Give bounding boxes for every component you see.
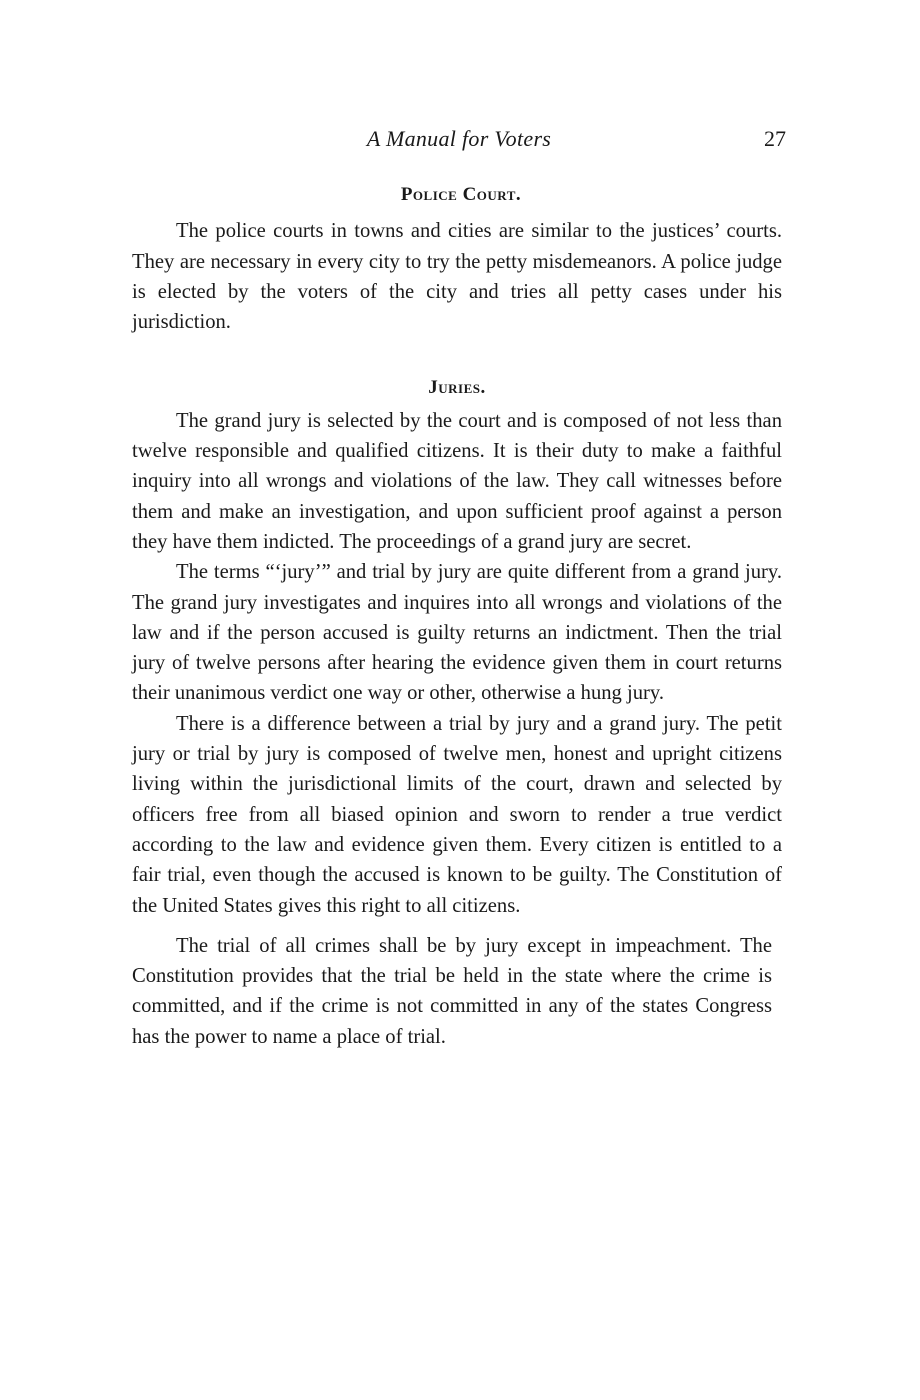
running-title: A Manual for Voters [366, 126, 552, 151]
paragraph-jury-terms: The terms “‘jury’” and trial by jury are quite different from a grand jury. The grand jury investigates and inquires into all wrongs and violations of the law and if the person accused is guilty returns an indictment. Then the trial jury of twelve persons after hearing the evidence given them in court returns their unanimous verdict one way or other, otherwise a hung jury. [132, 561, 782, 705]
running-head [132, 126, 786, 156]
paragraph-petit-jury: There is a difference between a trial by jury and a grand jury. The petit jury or trial by jury is composed of twelve men, honest and upright citizens living within the jurisdictional limits of the court, drawn and selected by officers free from all biased opinion and sworn to render a true verdict according to the law and evidence given them. Every citizen is entitled to a fair trial, even though the accused is known to be guilty. The Constitution of the United States gives this right to all citizens. [132, 712, 782, 917]
paragraph-grand-jury: The grand jury is selected by the court and is composed of not less than twelve responsible and qualified citizens. It is their duty to make a faithful inquiry into all wrongs and violations of the law. They call witnesses before them and make an investigation, and upon sufficient proof against a person they have them indicted. The proceedings of a grand jury are secret. [132, 409, 782, 553]
paragraph-police-courts: The police courts in towns and cities are similar to the justices’ courts. They are necessary in every city to try the petty misdemeanors. A police judge is elected by the voters of the city and tries all petty cases under his jurisdiction. [132, 220, 782, 334]
section-heading-juries: Juries. [428, 377, 486, 399]
page-body [132, 180, 782, 1052]
paragraph-trial-of-crimes: The trial of all crimes shall be by jury except in impeachment. The Constitution provides that the trial be held in the state where the crime is committed, and if the crime is not committed in any of the states Congress has the power to name a place of trial. [132, 934, 772, 1048]
section-heading-police-court: Police Court. [400, 184, 522, 205]
page-number: 27 [764, 126, 786, 151]
